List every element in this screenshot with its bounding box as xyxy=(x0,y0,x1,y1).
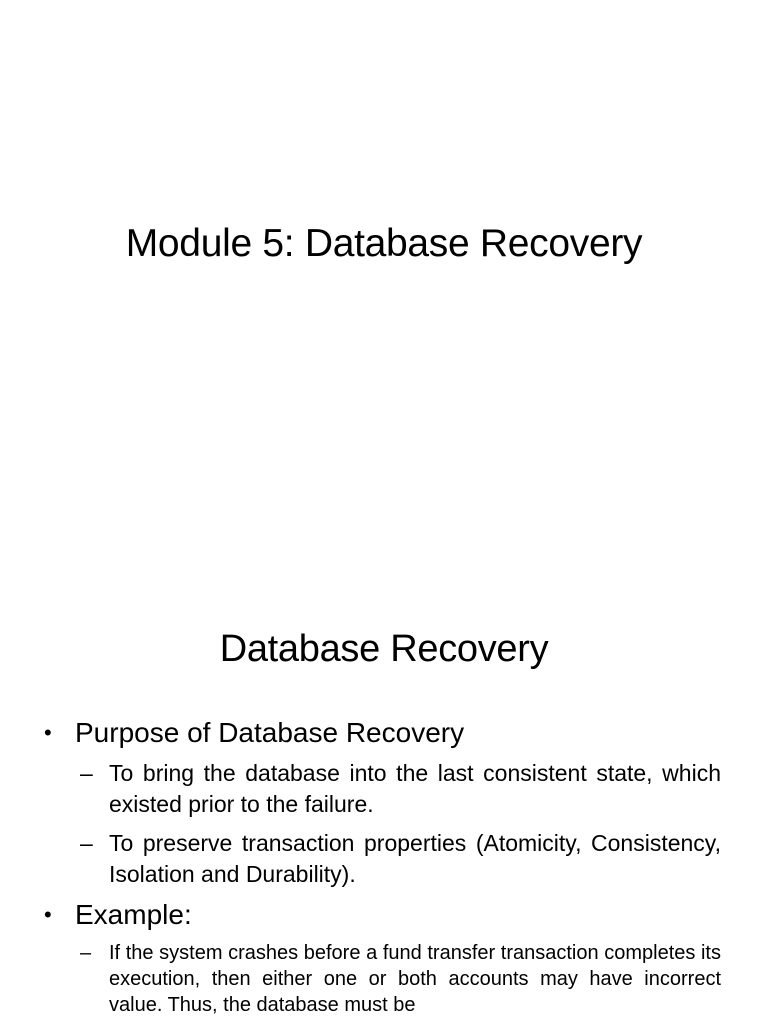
dash-icon: – xyxy=(80,760,93,786)
slide-content xyxy=(0,716,768,1024)
sub-bullet-text: If the system crashes before a fund transfer transaction completes its execution, then either one or both accounts may have incorrect value. Thus, the database must be xyxy=(109,942,721,1016)
bullet-text: Example: xyxy=(75,899,192,930)
dash-icon: – xyxy=(80,830,93,856)
sub-bullet-consistent-state xyxy=(0,758,768,820)
bullet-purpose xyxy=(0,716,768,750)
sub-bullet-transaction-properties xyxy=(0,828,768,890)
dash-icon: – xyxy=(80,942,92,964)
bullet-text: Purpose of Database Recovery xyxy=(75,717,465,748)
bullet-icon: • xyxy=(44,902,52,927)
bullet-icon: • xyxy=(44,720,52,745)
sub-bullet-system-crash xyxy=(0,940,768,1018)
bullet-example xyxy=(0,898,768,932)
slide-title: Database Recovery xyxy=(219,628,549,670)
slide-2 xyxy=(0,576,768,1024)
slide-title: Module 5: Database Recovery xyxy=(125,222,643,265)
sub-bullet-text: To bring the database into the last consistent state, which existed prior to the failure. xyxy=(109,760,721,817)
sub-bullet-text: To preserve transaction properties (Atomicity, Consistency, Isolation and Durability). xyxy=(109,830,721,887)
